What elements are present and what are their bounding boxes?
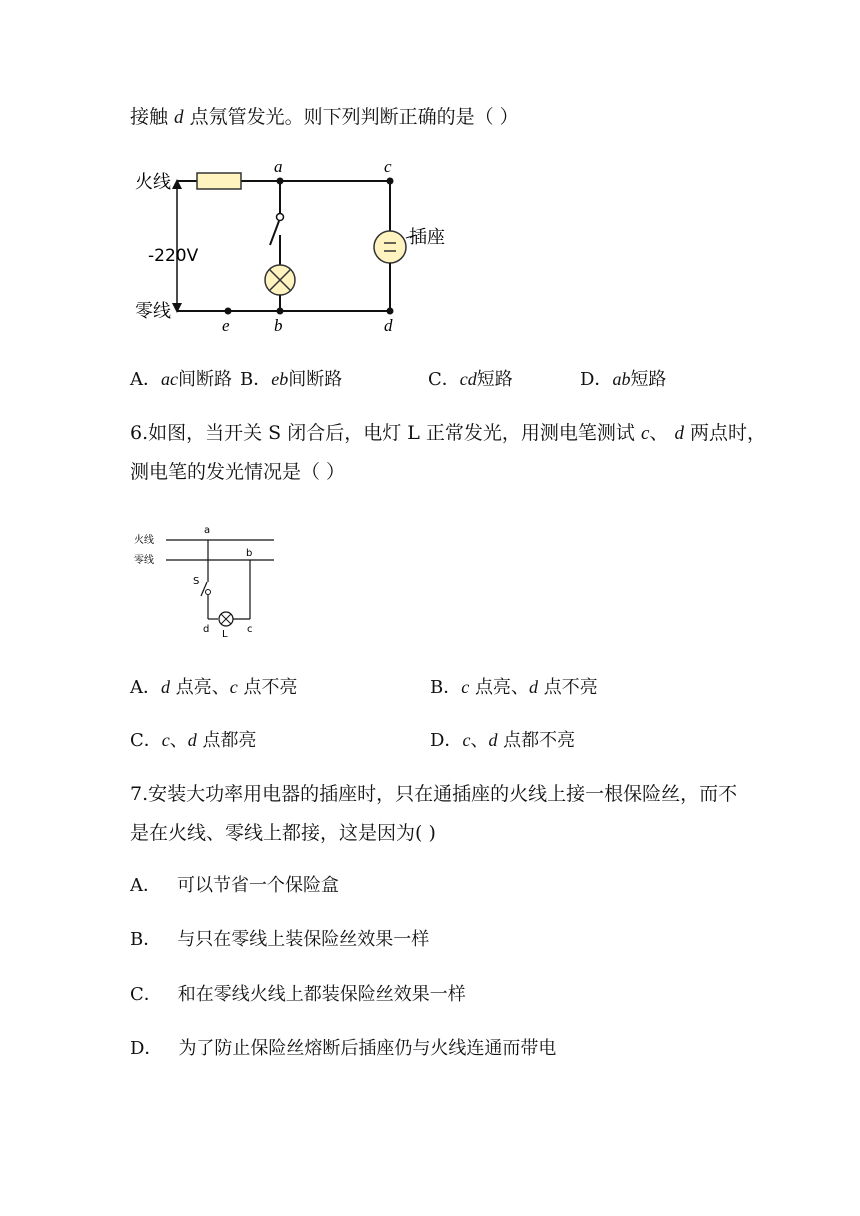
q6-option-d[interactable]: D．c、d 点都不亮	[430, 730, 576, 751]
socket-label: 插座	[409, 227, 445, 248]
q7-stem-line-1: 7.安装大功率用电器的插座时，只在通插座的火线上接一根保险丝，而不	[130, 783, 738, 805]
q6-stem-line-2: 测电笔的发光情况是（ ）	[130, 461, 346, 483]
live-wire-label: 火线	[134, 535, 154, 546]
q7-option-a[interactable]: A． 可以节省一个保险盒	[130, 875, 339, 896]
lamp-icon	[265, 265, 295, 295]
live-wire-label: 火线	[135, 172, 171, 193]
point-label-b: b	[274, 316, 283, 335]
q7-stem-line-2: 是在火线、零线上都接，这是因为( )	[130, 822, 436, 844]
neutral-wire-label: 零线	[135, 301, 171, 322]
point-label-e: e	[222, 316, 230, 335]
q6-option-b[interactable]: B．c 点亮、d 点不亮	[430, 677, 598, 698]
point-label-a: a	[204, 525, 211, 536]
q5-option-c[interactable]: C．cd短路	[428, 369, 513, 390]
q5-option-d[interactable]: D．ab短路	[580, 369, 667, 390]
q7-option-b[interactable]: B． 与只在零线上装保险丝效果一样	[130, 929, 430, 950]
q5-option-a[interactable]: A．ac间断路	[130, 369, 232, 390]
lamp-label: L	[222, 629, 228, 640]
lamp-icon	[219, 612, 233, 626]
point-label-c: c	[384, 157, 392, 176]
point-label-c: c	[247, 624, 253, 635]
point-label-d: d	[384, 316, 393, 335]
socket-icon	[374, 231, 406, 263]
point-label-a: a	[274, 157, 283, 176]
neutral-wire-label: 零线	[134, 555, 154, 566]
voltage-label: -220V	[148, 246, 199, 266]
point-label-b: b	[246, 548, 253, 559]
point-label-d: d	[203, 624, 210, 635]
q6-circuit-diagram	[130, 518, 290, 643]
q6-stem-line-1: 6.如图，当开关 S 闭合后，电灯 L 正常发光，用测电笔测试 c、 d 两点时，	[130, 422, 766, 444]
q5-stem-tail: 接触 d 点氖管发光。则下列判断正确的是（ ）	[130, 106, 519, 128]
fuse-icon	[197, 173, 241, 189]
q6-option-a[interactable]: A．d 点亮、c 点不亮	[130, 677, 298, 698]
q7-option-d[interactable]: D． 为了防止保险丝熔断后插座仍与火线连通而带电	[130, 1038, 557, 1059]
q5-option-b[interactable]: B．eb间断路	[240, 369, 343, 390]
q5-circuit-diagram	[125, 155, 465, 345]
q6-option-c[interactable]: C．c、d 点都亮	[130, 730, 257, 751]
switch-label: S	[193, 576, 200, 587]
q7-option-c[interactable]: C． 和在零线火线上都装保险丝效果一样	[130, 984, 466, 1005]
